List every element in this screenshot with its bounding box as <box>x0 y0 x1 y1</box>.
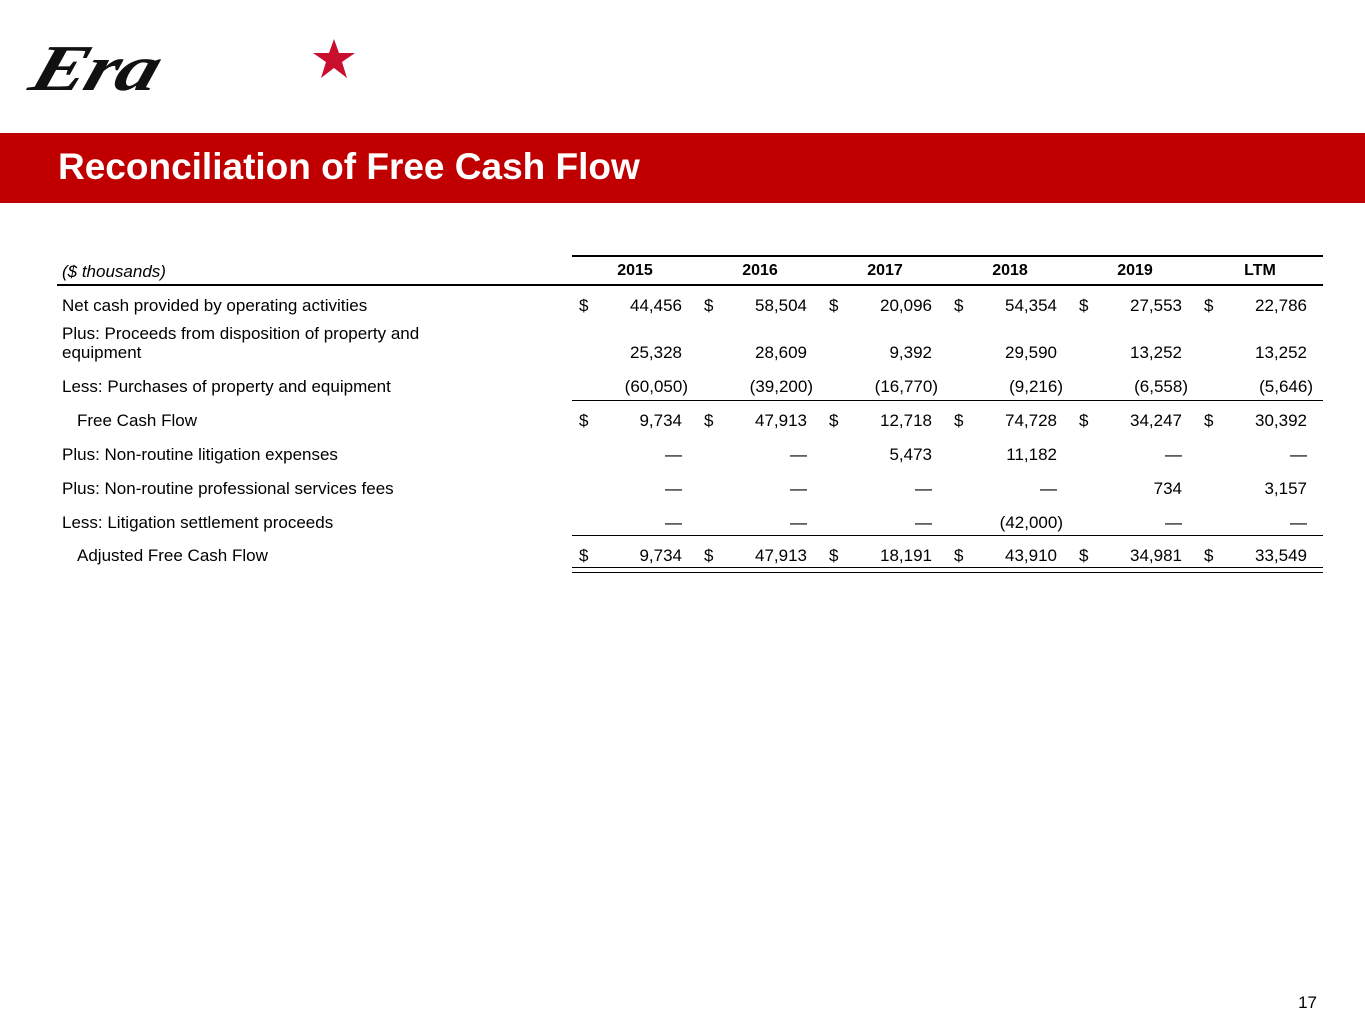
table-cell: 54,354 <box>1005 296 1057 315</box>
unit-label: ($ thousands) <box>62 262 166 281</box>
row-label: Plus: Non-routine litigation expenses <box>62 445 338 464</box>
column-header: 2017 <box>867 262 903 279</box>
table-cell: — <box>665 479 682 498</box>
table-cell: 12,718 <box>880 411 932 430</box>
table-cell: — <box>790 479 807 498</box>
title-banner <box>0 133 1365 203</box>
table-cell: (39,200) <box>749 377 813 396</box>
table-cell: — <box>915 479 932 498</box>
logo-wordmark: Era <box>21 32 170 105</box>
table-cell: 34,247 <box>1130 411 1182 430</box>
table-cell: 47,913 <box>755 411 807 430</box>
table-cell: 44,456 <box>630 296 682 315</box>
table-cell: 11,182 <box>1006 445 1057 464</box>
table-cell: 47,913 <box>755 546 807 565</box>
column-header: 2015 <box>617 262 653 279</box>
currency-symbol: $ <box>954 546 964 565</box>
table-cell: 3,157 <box>1264 479 1307 498</box>
table-cell: — <box>1290 513 1307 532</box>
star-icon <box>312 38 356 80</box>
currency-symbol: $ <box>1079 546 1089 565</box>
row-label: Less: Litigation settlement proceeds <box>62 513 334 532</box>
table-cell: (5,646) <box>1259 377 1313 396</box>
row-label: Free Cash Flow <box>77 411 197 430</box>
table-cell: 28,609 <box>755 343 807 362</box>
table-cell: 20,096 <box>880 296 932 315</box>
table-cell: (60,050) <box>624 377 688 396</box>
table-cell: — <box>790 513 807 532</box>
era-logo <box>21 32 356 120</box>
table-cell: 22,786 <box>1255 296 1307 315</box>
table-cell: (9,216) <box>1009 377 1063 396</box>
currency-symbol: $ <box>1079 296 1089 315</box>
table-cell: 9,734 <box>639 411 682 430</box>
currency-symbol: $ <box>579 546 589 565</box>
row-label: Plus: Proceeds from disposition of property and <box>62 324 420 343</box>
currency-symbol: $ <box>1204 411 1214 430</box>
currency-symbol: $ <box>829 546 839 565</box>
column-header: 2018 <box>992 262 1028 279</box>
currency-symbol: $ <box>1204 296 1214 315</box>
row-label: equipment <box>62 343 142 362</box>
table-cell: 33,549 <box>1255 546 1307 565</box>
header-top-rule <box>572 255 1323 257</box>
table-cell: 30,392 <box>1255 411 1307 430</box>
table-cell: 18,191 <box>880 546 932 565</box>
table-cell: 13,252 <box>1130 343 1182 362</box>
table-cell: 734 <box>1153 479 1182 498</box>
currency-symbol: $ <box>954 296 964 315</box>
table-cell: 13,252 <box>1255 343 1307 362</box>
table-cell: 34,981 <box>1130 546 1182 565</box>
table-cell: — <box>1165 445 1182 464</box>
currency-symbol: $ <box>704 546 714 565</box>
table-cell: 25,328 <box>630 343 682 362</box>
table-cell: 27,553 <box>1130 296 1182 315</box>
table-cell: (16,770) <box>874 377 938 396</box>
currency-symbol: $ <box>579 296 589 315</box>
currency-symbol: $ <box>704 411 714 430</box>
row-label: Adjusted Free Cash Flow <box>77 546 268 565</box>
subtotal-rule <box>572 535 1323 536</box>
table-cell: 58,504 <box>755 296 807 315</box>
table-cell: 9,392 <box>889 343 932 362</box>
currency-symbol: $ <box>954 411 964 430</box>
table-cell: 9,734 <box>639 546 682 565</box>
table-cell: — <box>665 445 682 464</box>
table-cell: 5,473 <box>889 445 932 464</box>
table-cell: — <box>665 513 682 532</box>
table-cell: 43,910 <box>1005 546 1057 565</box>
table-cell: — <box>1290 445 1307 464</box>
table-cell: — <box>1165 513 1182 532</box>
column-header: 2019 <box>1117 262 1153 279</box>
currency-symbol: $ <box>1204 546 1214 565</box>
currency-symbol: $ <box>1079 411 1089 430</box>
table-cell: — <box>790 445 807 464</box>
table-cell: 29,590 <box>1005 343 1057 362</box>
currency-symbol: $ <box>829 296 839 315</box>
table-cell: — <box>1040 479 1057 498</box>
total-double-rule <box>572 567 1323 573</box>
table-cell: — <box>915 513 932 532</box>
currency-symbol: $ <box>704 296 714 315</box>
subtotal-rule <box>572 400 1323 401</box>
column-header: 2016 <box>742 262 778 279</box>
page-number: 17 <box>1298 993 1317 1012</box>
table-cell: 74,728 <box>1005 411 1057 430</box>
column-header: LTM <box>1244 262 1276 279</box>
header-bottom-rule <box>57 284 1323 286</box>
row-label: Plus: Non-routine professional services fees <box>62 479 394 498</box>
currency-symbol: $ <box>829 411 839 430</box>
table-cell: (42,000) <box>999 513 1063 532</box>
page-title: Reconciliation of Free Cash Flow <box>58 146 640 187</box>
currency-symbol: $ <box>579 411 589 430</box>
row-label: Less: Purchases of property and equipment <box>62 377 391 396</box>
table-cell: (6,558) <box>1134 377 1188 396</box>
row-label: Net cash provided by operating activities <box>62 296 368 315</box>
